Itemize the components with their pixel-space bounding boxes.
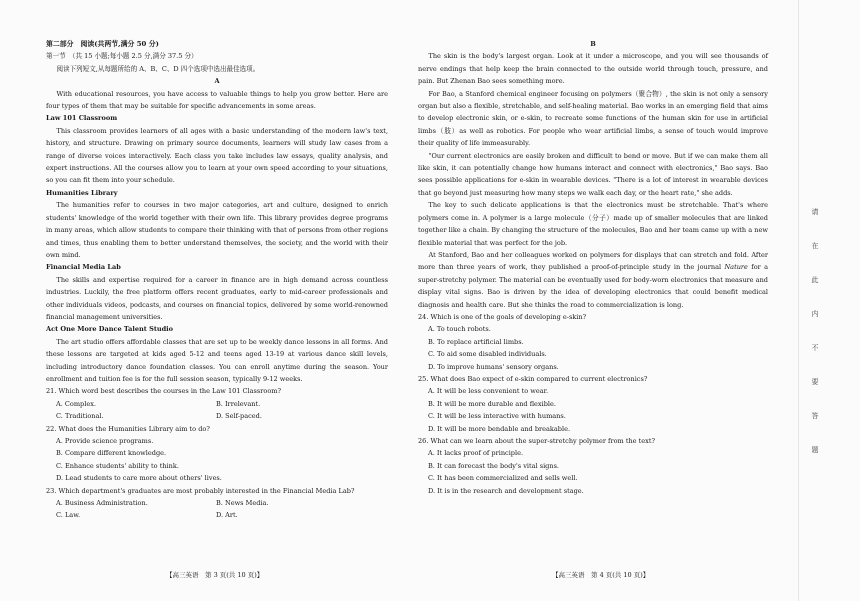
option: C. Law.: [56, 511, 81, 520]
notice-char: 不: [811, 344, 819, 352]
question-21: 21. Which word best describes the courses in the Law 101 Classroom?: [46, 387, 281, 396]
option: B. News Media.: [216, 499, 269, 508]
passage-b-paragraph: For Bao, a Stanford chemical engineer focusing on polymers（聚合物）, the skin is not only a sensory organ but also a flexible, stretchable, and self-healing material. Bao works in an emerging field that aims to develop electronic skin, or e-skin, to recreate some functions of the human skin for use in artificial limbs（肢）as well as robotics. For people who wear artificial limbs, a sense of touch would improve their quality of life immeasurably.: [418, 89, 768, 148]
option: A. Business Administration.: [56, 499, 148, 508]
option: B. To replace artificial limbs.: [428, 337, 524, 346]
question-26: 26. What can we learn about the super-stretchy polymer from the text?: [418, 437, 655, 445]
passage-b-paragraph: The key to such delicate applications is that the electronics must be stretchable. That's where polymers come in. A polymer is a large molecule（分子）made up of smaller molecules that are linked together like a chain. By changing the structure of the molecules, Bao and her team came up with a new flexible material that was perfect for the job.: [418, 201, 768, 247]
option: D. Self-paced.: [216, 412, 262, 421]
passage-b-label: B: [590, 40, 596, 48]
options-row: [46, 410, 388, 422]
notice-char: 此: [811, 276, 819, 284]
option: B. It will be more durable and flexible.: [428, 399, 556, 408]
question-23: 23. Which department's graduates are most probably interested in the Financial Media Lab?: [46, 486, 355, 495]
notice-char: 答: [811, 412, 819, 420]
option: D. It is in the research and development stage.: [428, 486, 584, 495]
option: A. It will be less convenient to wear.: [428, 387, 549, 396]
passage-a-label: A: [214, 77, 220, 86]
option: C. To aid some disabled individuals.: [428, 350, 547, 359]
notice-char: 要: [811, 378, 819, 386]
page-footer-left: 【高三英语 第 3 页(共 10 页)】: [166, 571, 264, 579]
options-row: [46, 509, 388, 521]
binding-margin-notice: [808, 200, 822, 462]
option: D. It will be more bendable and breakable.: [428, 424, 571, 433]
option: A. Complex.: [56, 399, 96, 408]
option: A. To touch robots.: [428, 325, 491, 334]
option: D. Art.: [216, 511, 238, 520]
option: B. It can forecast the body's vital signs.: [428, 461, 560, 470]
notice-char: 内: [811, 310, 819, 318]
option: B. Compare different knowledge.: [56, 449, 167, 458]
passage-b-paragraph: "Our current electronics are easily broken and difficult to bend or move. But if we can make them all like skin, it can potentially change how humans interact and connect with electronics," Bao says. Bao sees possible applications for e-skin in wearable devices. "There is a lot of interest in wearable devices that go beyond just measuring how many steps we walk each day, or the heart rate," she adds.: [418, 151, 768, 197]
options-row: [46, 497, 388, 509]
section-title: Humanities Library: [46, 188, 118, 197]
passage-b-paragraph: [418, 249, 768, 311]
options-row: [46, 398, 388, 410]
section-line: 第一节 （共 15 小题;每小题 2.5 分,满分 37.5 分）: [46, 52, 198, 61]
paragraph-text: At Stanford, Bao and her colleagues worked on polymers for displays that can stretch and fold. After more than three years of work, they published a proof-of-principle study in the journal: [418, 250, 768, 272]
section-title: Act One More Dance Talent Studio: [46, 325, 174, 334]
notice-char: 题: [811, 446, 819, 454]
option: D. Lead students to care more about others' lives.: [56, 474, 222, 483]
binding-line: [798, 0, 799, 601]
right-column: [418, 38, 768, 497]
section-text: The skills and expertise required for a career in finance are in high demand across countless industries. Luckily, the free platform offers recent graduates, early to mid-career professionals and other individuals videos, podcasts, and courses on financial topics, delivered by some world-renowned financial management universities.: [46, 275, 388, 321]
passage-b-paragraph: The skin is the body's largest organ. Look at it under a microscope, and you will see thousands of nerve endings that help keep the brain connected to the outside world through touch, pressure, and pain. But Zhenan Bao sees something more.: [418, 52, 768, 86]
option: A. Provide science programs.: [56, 437, 154, 445]
page-footer-right: 【高三英语 第 4 页(共 10 页)】: [552, 571, 650, 579]
notice-char: 在: [811, 242, 819, 250]
option: B. Irrelevant.: [216, 399, 261, 408]
passage-a-intro: With educational resources, you have access to valuable things to help you grow better. Here are four types of them that may be suitable for specific advancements in some areas.: [46, 89, 388, 111]
question-25: 25. What does Bao expect of e-skin compared to current electronics?: [418, 374, 648, 383]
option: C. Traditional.: [56, 412, 104, 421]
option: C. It has been commercialized and sells well.: [428, 474, 578, 483]
section-title: Financial Media Lab: [46, 263, 121, 272]
paragraph-text: for a super-stretchy polymer. The material can be eventually used for body-worn electronics that measure and display vital signs. Bao is driven by the idea of developing electronics that could benefit medical diagnosis and health care. But she thinks the road to commercialization is long.: [418, 263, 768, 309]
section-text: The humanities refer to courses in two major categories, art and culture, designed to enrich students' knowledge of the world together with their own life. This library provides degree programs in many areas, which allow students to compare their thinking with that of persons from other regions and times, thus enabling them to better understand themselves, the society, and the world with their own mind.: [46, 201, 388, 259]
notice-char: 请: [811, 208, 819, 216]
option: D. To improve humans' sensory organs.: [428, 362, 559, 371]
instruction: 阅读下列短文,从每题所给的 A、B、C、D 四个选项中选出最佳选项。: [56, 64, 260, 73]
question-24: 24. Which is one of the goals of developing e-skin?: [418, 312, 587, 321]
question-22: 22. What does the Humanities Library aim to do?: [46, 424, 210, 433]
section-text: This classroom provides learners of all ages with a basic understanding of the modern law's text, history, and structure. Drawing on primary source documents, learners will study law cases from a range of diverse voices interactively. Each class you take includes law essays, quality analysis, and expert instructions. All the courses allow you to learn at your own speed according to your situations, so you can fit them into your schedule.: [46, 126, 388, 185]
section-text: The art studio offers affordable classes that are set up to be weekly dance lessons in all forms. And these lessons are targeted at kids aged 5-12 and teens aged 13-19 at various dance skill levels, including introductory dance foundation classes. You can enroll anytime during the season. Your enrollment and tuition fee is for the full session season, typically 9-12 weeks.: [46, 337, 388, 383]
option: A. It lacks proof of principle.: [428, 449, 524, 458]
section-title: Law 101 Classroom: [46, 114, 118, 123]
journal-name: Nature: [724, 263, 748, 272]
option: C. It will be less interactive with humans.: [428, 412, 566, 421]
option: C. Enhance students' ability to think.: [56, 461, 179, 470]
left-column: [46, 38, 388, 522]
part-heading: 第二部分 阅读(共两节,满分 50 分): [46, 40, 159, 48]
